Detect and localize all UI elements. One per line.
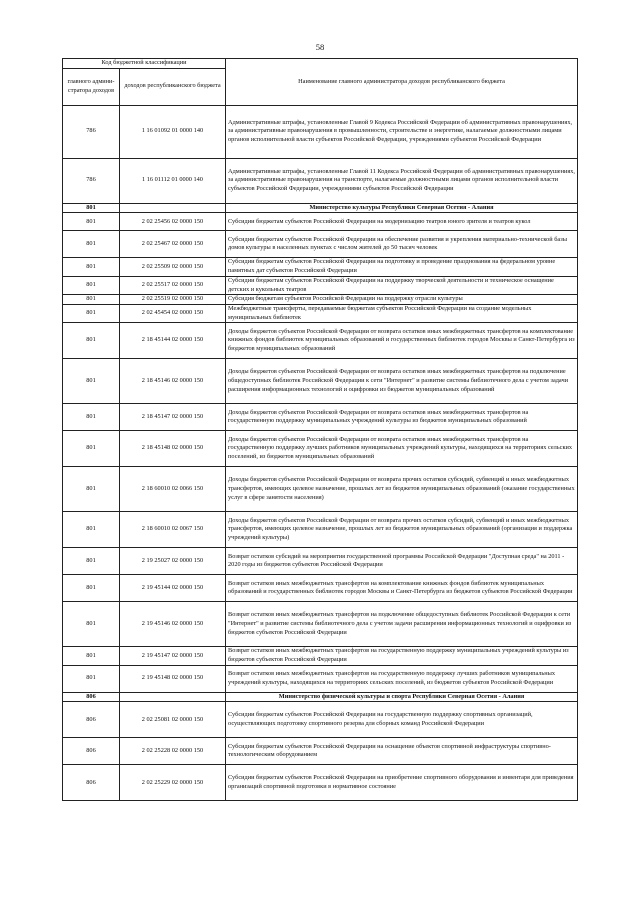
name-cell: Доходы бюджетов субъектов Российской Федерации от возврата прочих остатков субсидий, субвенций и иных межбюджетных трансфертов, имеющих целевое назначение, прошлых лет из бюджетов муниципальных образований (организация и поддержка учреждений культуры) bbox=[226, 512, 578, 548]
name-cell: Доходы бюджетов субъектов Российской Федерации от возврата остатков иных межбюджетных трансфертов на государственную поддержку лучших работников муниципальных учреждений культуры, находящихся на территориях сельских поселений, из бюджетов муниципальных образований bbox=[226, 431, 578, 467]
table-row bbox=[63, 575, 578, 602]
name-cell: Возврат остатков иных межбюджетных трансфертов на государственную поддержку муниципальных учреждений культуры из бюджетов субъектов Российской Федерации bbox=[226, 647, 578, 665]
table-row bbox=[63, 323, 578, 359]
budget-code-cell bbox=[120, 692, 226, 702]
admin-code-cell: 801 bbox=[63, 512, 120, 548]
admin-code-cell: 801 bbox=[63, 467, 120, 512]
table-row bbox=[63, 213, 578, 231]
budget-code-cell: 2 02 25517 02 0000 150 bbox=[120, 276, 226, 294]
admin-code-cell: 806 bbox=[63, 765, 120, 801]
section-row bbox=[63, 203, 578, 213]
budget-code-cell: 2 02 25229 02 0000 150 bbox=[120, 765, 226, 801]
budget-code-cell: 2 18 45148 02 0000 150 bbox=[120, 431, 226, 467]
header-name-column: Наименование главного администратора доходов республиканского бюджета bbox=[226, 59, 578, 106]
table-row bbox=[63, 404, 578, 431]
table-row bbox=[63, 258, 578, 276]
admin-code-cell: 801 bbox=[63, 213, 120, 231]
admin-code-cell: 801 bbox=[63, 304, 120, 322]
name-cell: Возврат остатков иных межбюджетных трансфертов на комплектование книжных фондов библиотек муниципальных образований и государственных библиотек городов Москвы и Санкт-Петербурга из бюджетов субъектов Российской Федерации bbox=[226, 575, 578, 602]
budget-code-cell: 2 19 45144 02 0000 150 bbox=[120, 575, 226, 602]
table-row bbox=[63, 665, 578, 692]
admin-code-cell: 806 bbox=[63, 702, 120, 738]
budget-code-cell: 2 02 25509 02 0000 150 bbox=[120, 258, 226, 276]
budget-code-cell: 2 02 45454 02 0000 150 bbox=[120, 304, 226, 322]
budget-code-cell: 2 19 45146 02 0000 150 bbox=[120, 602, 226, 647]
budget-code-cell: 2 18 60010 02 0066 150 bbox=[120, 467, 226, 512]
name-cell: Доходы бюджетов субъектов Российской Федерации от возврата остатков иных межбюджетных трансфертов на подключение общедоступных библиотек Российской Федерации к сети "Интернет" и развитие системы библиотечного дела с учетом задачи расширения информационных технологий и оцифровки из бюджетов муниципальных образований bbox=[226, 359, 578, 404]
name-cell: Доходы бюджетов субъектов Российской Федерации от возврата прочих остатков субсидий, субвенций и иных межбюджетных трансфертов, имеющих целевое назначение, прошлых лет из бюджетов муниципальных образований (оказание государственных услуг в сфере занятости населения) bbox=[226, 467, 578, 512]
admin-code-cell: 801 bbox=[63, 575, 120, 602]
admin-code-cell: 801 bbox=[63, 404, 120, 431]
table-row bbox=[63, 647, 578, 665]
table-row bbox=[63, 105, 578, 158]
table-row bbox=[63, 602, 578, 647]
budget-code-cell: 2 02 25519 02 0000 150 bbox=[120, 295, 226, 305]
header-code-column: доходов республиканского бюджета bbox=[120, 68, 226, 105]
table-row bbox=[63, 431, 578, 467]
budget-code-cell: 2 19 45148 02 0000 150 bbox=[120, 665, 226, 692]
budget-code-cell: 1 16 01092 01 0000 140 bbox=[120, 105, 226, 158]
budget-code-cell: 2 18 45144 02 0000 150 bbox=[120, 323, 226, 359]
admin-code-cell: 801 bbox=[63, 258, 120, 276]
budget-classification-table bbox=[62, 58, 578, 801]
table-row bbox=[63, 304, 578, 322]
admin-code-cell: 801 bbox=[63, 295, 120, 305]
table-row bbox=[63, 702, 578, 738]
budget-code-cell: 2 18 60010 02 0067 150 bbox=[120, 512, 226, 548]
admin-code-cell: 801 bbox=[63, 203, 120, 213]
table-row bbox=[63, 295, 578, 305]
table-row bbox=[63, 548, 578, 575]
table-row bbox=[63, 276, 578, 294]
budget-code-cell: 2 19 25027 02 0000 150 bbox=[120, 548, 226, 575]
name-cell: Доходы бюджетов субъектов Российской Федерации от возврата остатков иных межбюджетных трансфертов на государственную поддержку муниципальных учреждений культуры из бюджетов муниципальных образований bbox=[226, 404, 578, 431]
header-classification-group: Код бюджетной классификации bbox=[63, 59, 226, 69]
admin-code-cell: 801 bbox=[63, 323, 120, 359]
table-body bbox=[63, 105, 578, 801]
name-cell: Субсидии бюджетам субъектов Российской Федерации на поддержку творческой деятельности и техническое оснащение детских и кукольных театров bbox=[226, 276, 578, 294]
table-row bbox=[63, 158, 578, 203]
table-row bbox=[63, 512, 578, 548]
name-cell: Межбюджетные трансферты, передаваемые бюджетам субъектов Российской Федерации на создание модельных муниципальных библиотек bbox=[226, 304, 578, 322]
name-cell: Доходы бюджетов субъектов Российской Федерации от возврата остатков иных межбюджетных трансфертов на комплектование книжных фондов библиотек муниципальных образований и государственных библиотек городов Москвы и Санкт-Петербурга из бюджетов муниципальных образований bbox=[226, 323, 578, 359]
budget-code-cell bbox=[120, 203, 226, 213]
admin-code-cell: 801 bbox=[63, 359, 120, 404]
name-cell: Субсидии бюджетам субъектов Российской Федерации на оснащение объектов спортивной инфраструктуры спортивно-технологическим оборудованием bbox=[226, 738, 578, 765]
name-cell: Административные штрафы, установленные Главой 11 Кодекса Российской Федерации об административных правонарушениях, за административные правонарушения на транспорте, налагаемые должностными лицами органов исполнительной власти субъектов Российской Федерации, учреждениями субъектов Российской Федерации bbox=[226, 158, 578, 203]
budget-code-cell: 2 19 45147 02 0000 150 bbox=[120, 647, 226, 665]
table-row bbox=[63, 359, 578, 404]
budget-code-cell: 2 18 45147 02 0000 150 bbox=[120, 404, 226, 431]
name-cell: Субсидии бюджетам субъектов Российской Федерации на приобретение спортивного оборудования и инвентаря для приведения организаций спортивной подготовки в нормативное состояние bbox=[226, 765, 578, 801]
budget-code-cell: 2 02 25456 02 0000 150 bbox=[120, 213, 226, 231]
name-cell: Министерство физической культуры и спорта Республики Северная Осетия - Алания bbox=[226, 692, 578, 702]
name-cell: Возврат остатков иных межбюджетных трансфертов на подключение общедоступных библиотек Российской Федерации к сети "Интернет" и развитие системы библиотечного дела с учетом задачи расширения информационных технологий и оцифровки из бюджетов субъектов Российской Федерации bbox=[226, 602, 578, 647]
name-cell: Субсидии бюджетам субъектов Российской Федерации на обеспечение развития и укрепления материально-технической базы домов культуры в населенных пунктах с числом жителей до 50 тысяч человек bbox=[226, 231, 578, 258]
name-cell: Субсидии бюджетам субъектов Российской Федерации на модернизацию театров юного зрителя и театров кукол bbox=[226, 213, 578, 231]
admin-code-cell: 801 bbox=[63, 548, 120, 575]
budget-code-cell: 1 16 01112 01 0000 140 bbox=[120, 158, 226, 203]
budget-code-cell: 2 02 25228 02 0000 150 bbox=[120, 738, 226, 765]
admin-code-cell: 786 bbox=[63, 105, 120, 158]
budget-code-cell: 2 02 25081 02 0000 150 bbox=[120, 702, 226, 738]
name-cell: Административные штрафы, установленные Главой 9 Кодекса Российской Федерации об административных правонарушениях, за административные правонарушения в промышленности, строительстве и энергетике, налагаемые должностными лицами органов исполнительной власти субъектов Российской Федерации, учреждениями субъектов Российской Федерации bbox=[226, 105, 578, 158]
table-row bbox=[63, 738, 578, 765]
admin-code-cell: 801 bbox=[63, 276, 120, 294]
table-row bbox=[63, 765, 578, 801]
header-admin-column: главного админи-стратора доходов bbox=[63, 68, 120, 105]
admin-code-cell: 786 bbox=[63, 158, 120, 203]
budget-code-cell: 2 18 45146 02 0000 150 bbox=[120, 359, 226, 404]
table-row bbox=[63, 231, 578, 258]
admin-code-cell: 806 bbox=[63, 738, 120, 765]
name-cell: Возврат остатков субсидий на мероприятия государственной программы Российской Федерации "Доступная среда" на 2011 - 2020 годы из бюджетов субъектов Российской Федерации bbox=[226, 548, 578, 575]
admin-code-cell: 801 bbox=[63, 602, 120, 647]
name-cell: Возврат остатков иных межбюджетных трансфертов на государственную поддержку лучших работников муниципальных учреждений культуры, находящихся на территориях сельских поселений, из бюджетов субъектов Российской Федерации bbox=[226, 665, 578, 692]
name-cell: Субсидии бюджетам субъектов Российской Федерации на государственную поддержку спортивных организаций, осуществляющих подготовку спортивного резерва для сборных команд Российской Федерации bbox=[226, 702, 578, 738]
admin-code-cell: 806 bbox=[63, 692, 120, 702]
name-cell: Субсидии бюджетам субъектов Российской Федерации на подготовку и проведение празднования на федеральном уровне памятных дат субъектов Российской Федерации bbox=[226, 258, 578, 276]
admin-code-cell: 801 bbox=[63, 665, 120, 692]
admin-code-cell: 801 bbox=[63, 231, 120, 258]
table-row bbox=[63, 467, 578, 512]
admin-code-cell: 801 bbox=[63, 431, 120, 467]
section-row bbox=[63, 692, 578, 702]
budget-code-cell: 2 02 25467 02 0000 150 bbox=[120, 231, 226, 258]
name-cell: Субсидия бюджетам субъектов Российской Федерации на поддержку отрасли культуры bbox=[226, 295, 578, 305]
admin-code-cell: 801 bbox=[63, 647, 120, 665]
page-number: 58 bbox=[315, 42, 325, 52]
name-cell: Министерство культуры Республики Северная Осетия - Алания bbox=[226, 203, 578, 213]
